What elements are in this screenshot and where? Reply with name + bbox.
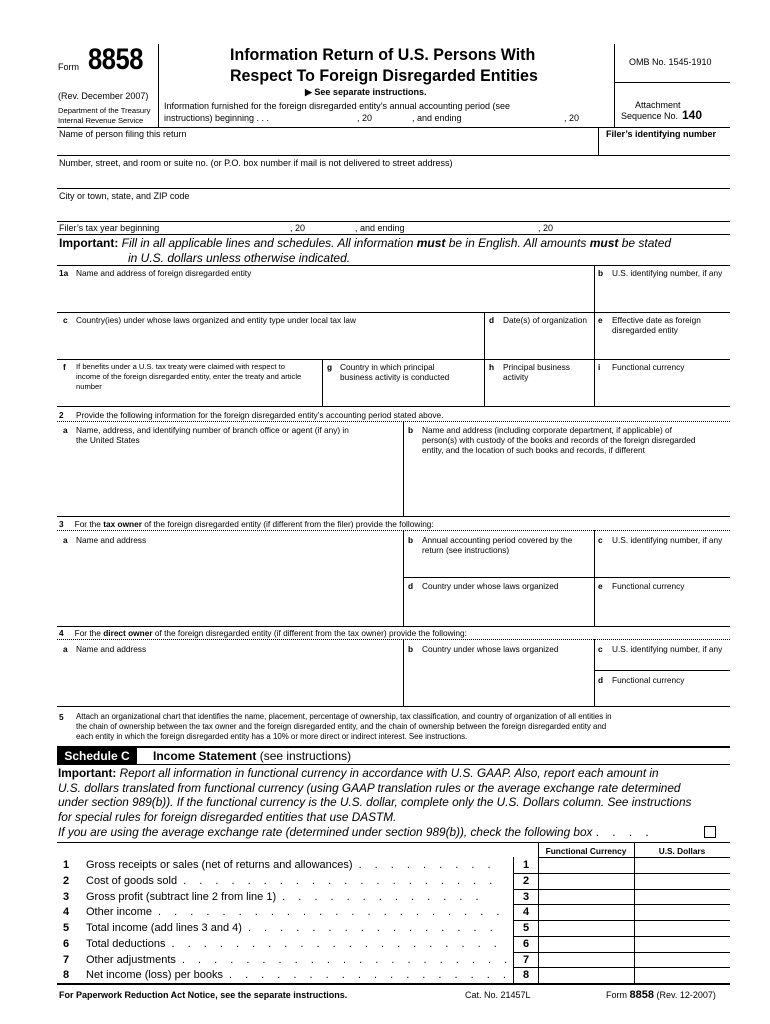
row-label — [86, 922, 498, 935]
row-leader-dots: . . . . . . . . . . . . . . . . . . . . . . — [158, 906, 505, 919]
line-1h-label1: Principal business — [503, 362, 570, 372]
line-1g-num: g — [327, 362, 333, 372]
line-4a-num: a — [63, 644, 68, 654]
row-leader-dots: . . . . . . . . . . . . . . . . . . — [228, 969, 511, 982]
line-1a-num: 1a — [59, 268, 69, 278]
line-1f-label1: If benefits under a U.S. tax treaty were claimed with respect to — [76, 362, 285, 371]
sequence-number: 140 — [682, 108, 703, 122]
line-1e-num: e — [598, 315, 603, 325]
row-label — [86, 938, 502, 951]
functional-currency-field[interactable] — [540, 890, 632, 904]
row-label-text: Total income (add lines 3 and 4) — [86, 922, 242, 934]
row-label-text: Gross profit (subtract line 2 from line 1) — [86, 890, 277, 903]
schedule-c-important-5: If you are using the average exchange rate (determined under section 989(b)), check the following box . . . . — [58, 825, 654, 839]
line-1h-field[interactable] — [489, 384, 591, 404]
info-period-line1: Information furnished for the foreign disregarded entity’s annual accounting period (see — [164, 101, 511, 111]
row-box-number: 6 — [522, 937, 530, 950]
line-2-num: 2 — [59, 410, 64, 420]
filer-name-label: Name of person filing this return — [59, 129, 187, 139]
line-1e-field[interactable] — [598, 337, 728, 357]
schedule-c-important-1: Important: Report all information in functional currency in accordance with U.S. GAAP. Also, report each amount in — [58, 766, 659, 780]
form-label: Form — [58, 62, 79, 72]
line-1h-label2: activity — [503, 372, 529, 382]
line-1g-field[interactable] — [327, 384, 481, 404]
row-leader-dots: . . . . . . . . . . . . . . . . . . . . — [183, 874, 498, 887]
row-number: 7 — [63, 953, 70, 966]
line-1f-label2: income of the foreign disregarded entity, enter the treaty and article — [76, 372, 302, 381]
tax-year-20a: , 20 — [290, 223, 306, 233]
line-1f-num: f — [63, 362, 66, 372]
schedule-c-important-2: U.S. dollars translated from functional currency (using GAAP translation rules or the average exchange rate determined — [58, 781, 681, 795]
us-dollars-field[interactable] — [636, 874, 728, 888]
row-leader-dots: . . . . . . . . . . . . . . . . . . . . . — [171, 937, 502, 950]
filer-name-field[interactable] — [59, 141, 594, 155]
info-ending: , and ending — [412, 113, 462, 123]
line-1c-field[interactable] — [76, 327, 476, 357]
line-2a-num: a — [63, 425, 68, 435]
line-1f-field[interactable] — [120, 382, 316, 402]
row-label-text: Other income — [86, 906, 153, 919]
row-label-text: Total deductions — [86, 937, 166, 950]
line-1c-label: Country(ies) under whose laws organized and entity type under local tax law — [76, 315, 356, 325]
paperwork-notice: For Paperwork Reduction Act Notice, see the separate instructions. — [59, 990, 348, 1000]
line-5-text3: each entity in which the foreign disregarded entity has a 10% or more direct or indirect interest. See instructions. — [76, 732, 468, 741]
city-field[interactable] — [59, 203, 727, 219]
row-box-number: 1 — [522, 859, 530, 871]
line-3d-num: d — [408, 581, 414, 591]
us-dollars-field[interactable] — [636, 905, 728, 919]
row-leader-dots: . . . . . . . . . . . . . . . . — [247, 922, 498, 934]
line-3b-label1: Annual accounting period covered by the — [422, 535, 573, 545]
line-1b-label: U.S. identifying number, if any — [612, 268, 723, 278]
row-label-text: Cost of goods sold — [86, 874, 178, 887]
line-4c-num: c — [598, 644, 603, 654]
line-1d-field[interactable] — [489, 327, 591, 357]
line-1d-label: Date(s) of organization — [503, 315, 587, 325]
row-label — [86, 954, 512, 967]
line-1f-label3: number — [76, 382, 102, 391]
line-1c-num: c — [63, 315, 68, 325]
row-box-number: 5 — [522, 922, 530, 934]
line-1g-label1: Country in which principal — [340, 362, 435, 372]
form-number: 8858 — [88, 43, 144, 76]
line-4a-label: Name and address — [76, 644, 147, 654]
line-1a-label: Name and address of foreign disregarded entity — [76, 268, 252, 278]
form-title-line1: Information Return of U.S. Persons With — [230, 45, 536, 64]
line-5-text1: Attach an organizational chart that identifies the name, placement, percentage of ownership, tax classification, and country of organization of all entities in — [76, 712, 612, 721]
functional-currency-field[interactable] — [540, 905, 632, 919]
row-leader-dots: . . . . . . . . . . . . . — [282, 890, 484, 903]
catalog-number: Cat. No. 21457L — [465, 990, 531, 1000]
line-4b-label: Country under whose laws organized — [422, 644, 559, 654]
us-dollars-field[interactable] — [636, 953, 728, 967]
line-4d-label: Functional currency — [612, 675, 685, 685]
sequence-label: Sequence No. — [621, 111, 679, 121]
line-4c-field[interactable] — [598, 656, 728, 668]
schedule-c-important-3: under section 989(b)). If the functional currency is the U.S. dollar, complete only the U.S. Dollars column. See instructions — [58, 795, 692, 809]
row-label — [86, 969, 511, 982]
line-1i-num: i — [598, 362, 601, 372]
row-number: 3 — [63, 890, 70, 903]
row-label-text: Other adjustments — [86, 953, 176, 966]
line-5-num: 5 — [59, 712, 64, 722]
line-3e-field[interactable] — [598, 593, 728, 623]
line-3d-label: Country under whose laws organized — [422, 581, 559, 591]
line-1g-label2: business activity is conducted — [340, 372, 450, 382]
info-20b: , 20 — [564, 113, 580, 123]
functional-currency-field[interactable] — [540, 921, 632, 935]
row-number: 8 — [63, 969, 70, 982]
line-1b-num: b — [598, 268, 604, 278]
line-1i-field[interactable] — [598, 374, 728, 404]
line-2b-field[interactable] — [408, 457, 728, 513]
col-functional-currency: Functional Currency — [545, 846, 627, 856]
line-3b-field[interactable] — [408, 557, 590, 575]
line-3c-field[interactable] — [598, 547, 728, 575]
important-note: Important: Fill in all applicable lines and schedules. All information must be in English. All amounts must be stated — [59, 236, 672, 250]
line-2a-field[interactable] — [76, 447, 396, 513]
line-3b-label2: return (see instructions) — [422, 545, 510, 555]
line-3c-label: U.S. identifying number, if any — [612, 535, 723, 545]
line-1b-field[interactable] — [598, 280, 728, 310]
tax-year-label: Filer’s tax year beginning — [59, 223, 160, 233]
dept-treasury: Department of the Treasury — [58, 106, 151, 115]
line-3a-label: Name and address — [76, 535, 147, 545]
line-4c-label: U.S. identifying number, if any — [612, 644, 723, 654]
functional-currency-field[interactable] — [540, 858, 632, 872]
row-number: 1 — [63, 859, 70, 871]
line-3e-label: Functional currency — [612, 581, 685, 591]
row-number: 5 — [63, 922, 70, 934]
info-20a: , 20 — [357, 113, 373, 123]
line-2a-label1: Name, address, and identifying number of branch office or agent (if any) in — [76, 425, 349, 435]
line-3d-field[interactable] — [408, 593, 590, 623]
functional-currency-field[interactable] — [540, 874, 632, 888]
line-2-text: Provide the following information for the foreign disregarded entity’s accounting period stated above. — [76, 410, 444, 420]
us-dollars-field[interactable] — [636, 890, 728, 904]
tax-year-ending: , and ending — [355, 223, 405, 233]
us-dollars-field[interactable] — [636, 937, 728, 951]
row-label — [86, 891, 484, 904]
line-2b-label2: person(s) with custody of the books and records of the foreign disregarded — [422, 435, 696, 445]
line-3a-num: a — [63, 535, 68, 545]
functional-currency-field[interactable] — [540, 953, 632, 967]
us-dollars-field[interactable] — [636, 858, 728, 872]
row-label-text: Gross receipts or sales (net of returns and allowances) — [86, 859, 353, 871]
average-rate-checkbox[interactable] — [704, 826, 716, 838]
important-note-line2: in U.S. dollars unless otherwise indicated. — [128, 251, 351, 265]
functional-currency-field[interactable] — [540, 968, 632, 982]
line-3b-num: b — [408, 535, 414, 545]
street-label: Number, street, and room or suite no. (or P.O. box number if mail is not delivered to street address) — [59, 158, 453, 168]
line-4b-field[interactable] — [408, 656, 590, 704]
row-number: 2 — [63, 874, 70, 887]
line-3c-num: c — [598, 535, 603, 545]
row-label-text: Net income (loss) per books — [86, 969, 223, 982]
row-label — [86, 906, 504, 919]
filer-id-label: Filer’s identifying number — [606, 129, 717, 139]
line-2b-num: b — [408, 425, 414, 435]
line-2b-label3: entity, and the location of such books and records, if different — [422, 445, 645, 455]
line-4d-field[interactable] — [598, 687, 728, 704]
row-label — [86, 875, 497, 888]
line-4-text: 4 For the direct owner of the foreign disregarded entity (if different from the tax owner) provide the following: — [59, 628, 467, 638]
internal-revenue-service: Internal Revenue Service — [58, 116, 144, 125]
filer-id-field[interactable] — [600, 141, 728, 155]
col-us-dollars: U.S. Dollars — [658, 846, 706, 856]
street-field[interactable] — [59, 170, 727, 186]
line-1e-label: Effective date as foreign — [612, 315, 701, 325]
line-1h-num: h — [489, 362, 495, 372]
line-2b-label1: Name and address (including corporate department, if applicable) of — [422, 425, 672, 435]
row-number: 6 — [63, 937, 70, 950]
row-box-number: 2 — [522, 874, 530, 887]
revision-date: (Rev. December 2007) — [58, 91, 149, 101]
row-box-number: 3 — [522, 890, 530, 903]
see-instructions: ▶ See separate instructions. — [305, 87, 427, 97]
city-label: City or town, state, and ZIP code — [59, 191, 190, 201]
row-number: 4 — [63, 906, 70, 919]
row-label — [86, 859, 496, 872]
row-leader-dots: . . . . . . . . . . . . . . . . . . . . . — [181, 953, 513, 966]
line-2a-label2: the United States — [76, 435, 140, 445]
info-period-line2: instructions) beginning . . . — [164, 113, 270, 123]
line-1e-label2: disregarded entity — [612, 325, 678, 335]
row-box-number: 8 — [522, 969, 530, 982]
us-dollars-field[interactable] — [636, 968, 728, 982]
row-leader-dots: . . . . . . . . . — [358, 859, 496, 871]
line-4b-num: b — [408, 644, 414, 654]
row-box-number: 7 — [522, 953, 530, 966]
footer-form-id: Form 8858 (Rev. 12-2007) — [606, 989, 716, 1001]
us-dollars-field[interactable] — [636, 921, 728, 935]
line-4d-num: d — [598, 675, 604, 685]
schedule-c-tag: Schedule C — [57, 748, 137, 764]
line-3e-num: e — [598, 581, 603, 591]
attachment-label: Attachment — [635, 100, 681, 110]
line-1d-num: d — [489, 315, 495, 325]
line-1i-label: Functional currency — [612, 362, 685, 372]
line-1a-field[interactable] — [76, 280, 586, 310]
schedule-c-important-4: for special rules for foreign disregarded entities that use DASTM. — [58, 810, 397, 824]
line-3-text: 3 For the tax owner of the foreign disregarded entity (if different from the filer) provide the following: — [59, 519, 434, 529]
tax-year-20b: , 20 — [538, 223, 554, 233]
line-5-text2: the chain of ownership between the tax owner and the foreign disregarded entity, and the chain of ownership between the foreign disregarded entity and — [76, 722, 607, 731]
form-title-line2: Respect To Foreign Disregarded Entities — [230, 66, 538, 85]
row-box-number: 4 — [522, 906, 530, 919]
functional-currency-field[interactable] — [540, 937, 632, 951]
omb-number: OMB No. 1545-1910 — [629, 57, 712, 67]
schedule-c-title: Income Statement (see instructions) — [153, 749, 352, 763]
line-3a-field[interactable] — [76, 547, 396, 623]
line-4a-field[interactable] — [76, 656, 396, 704]
